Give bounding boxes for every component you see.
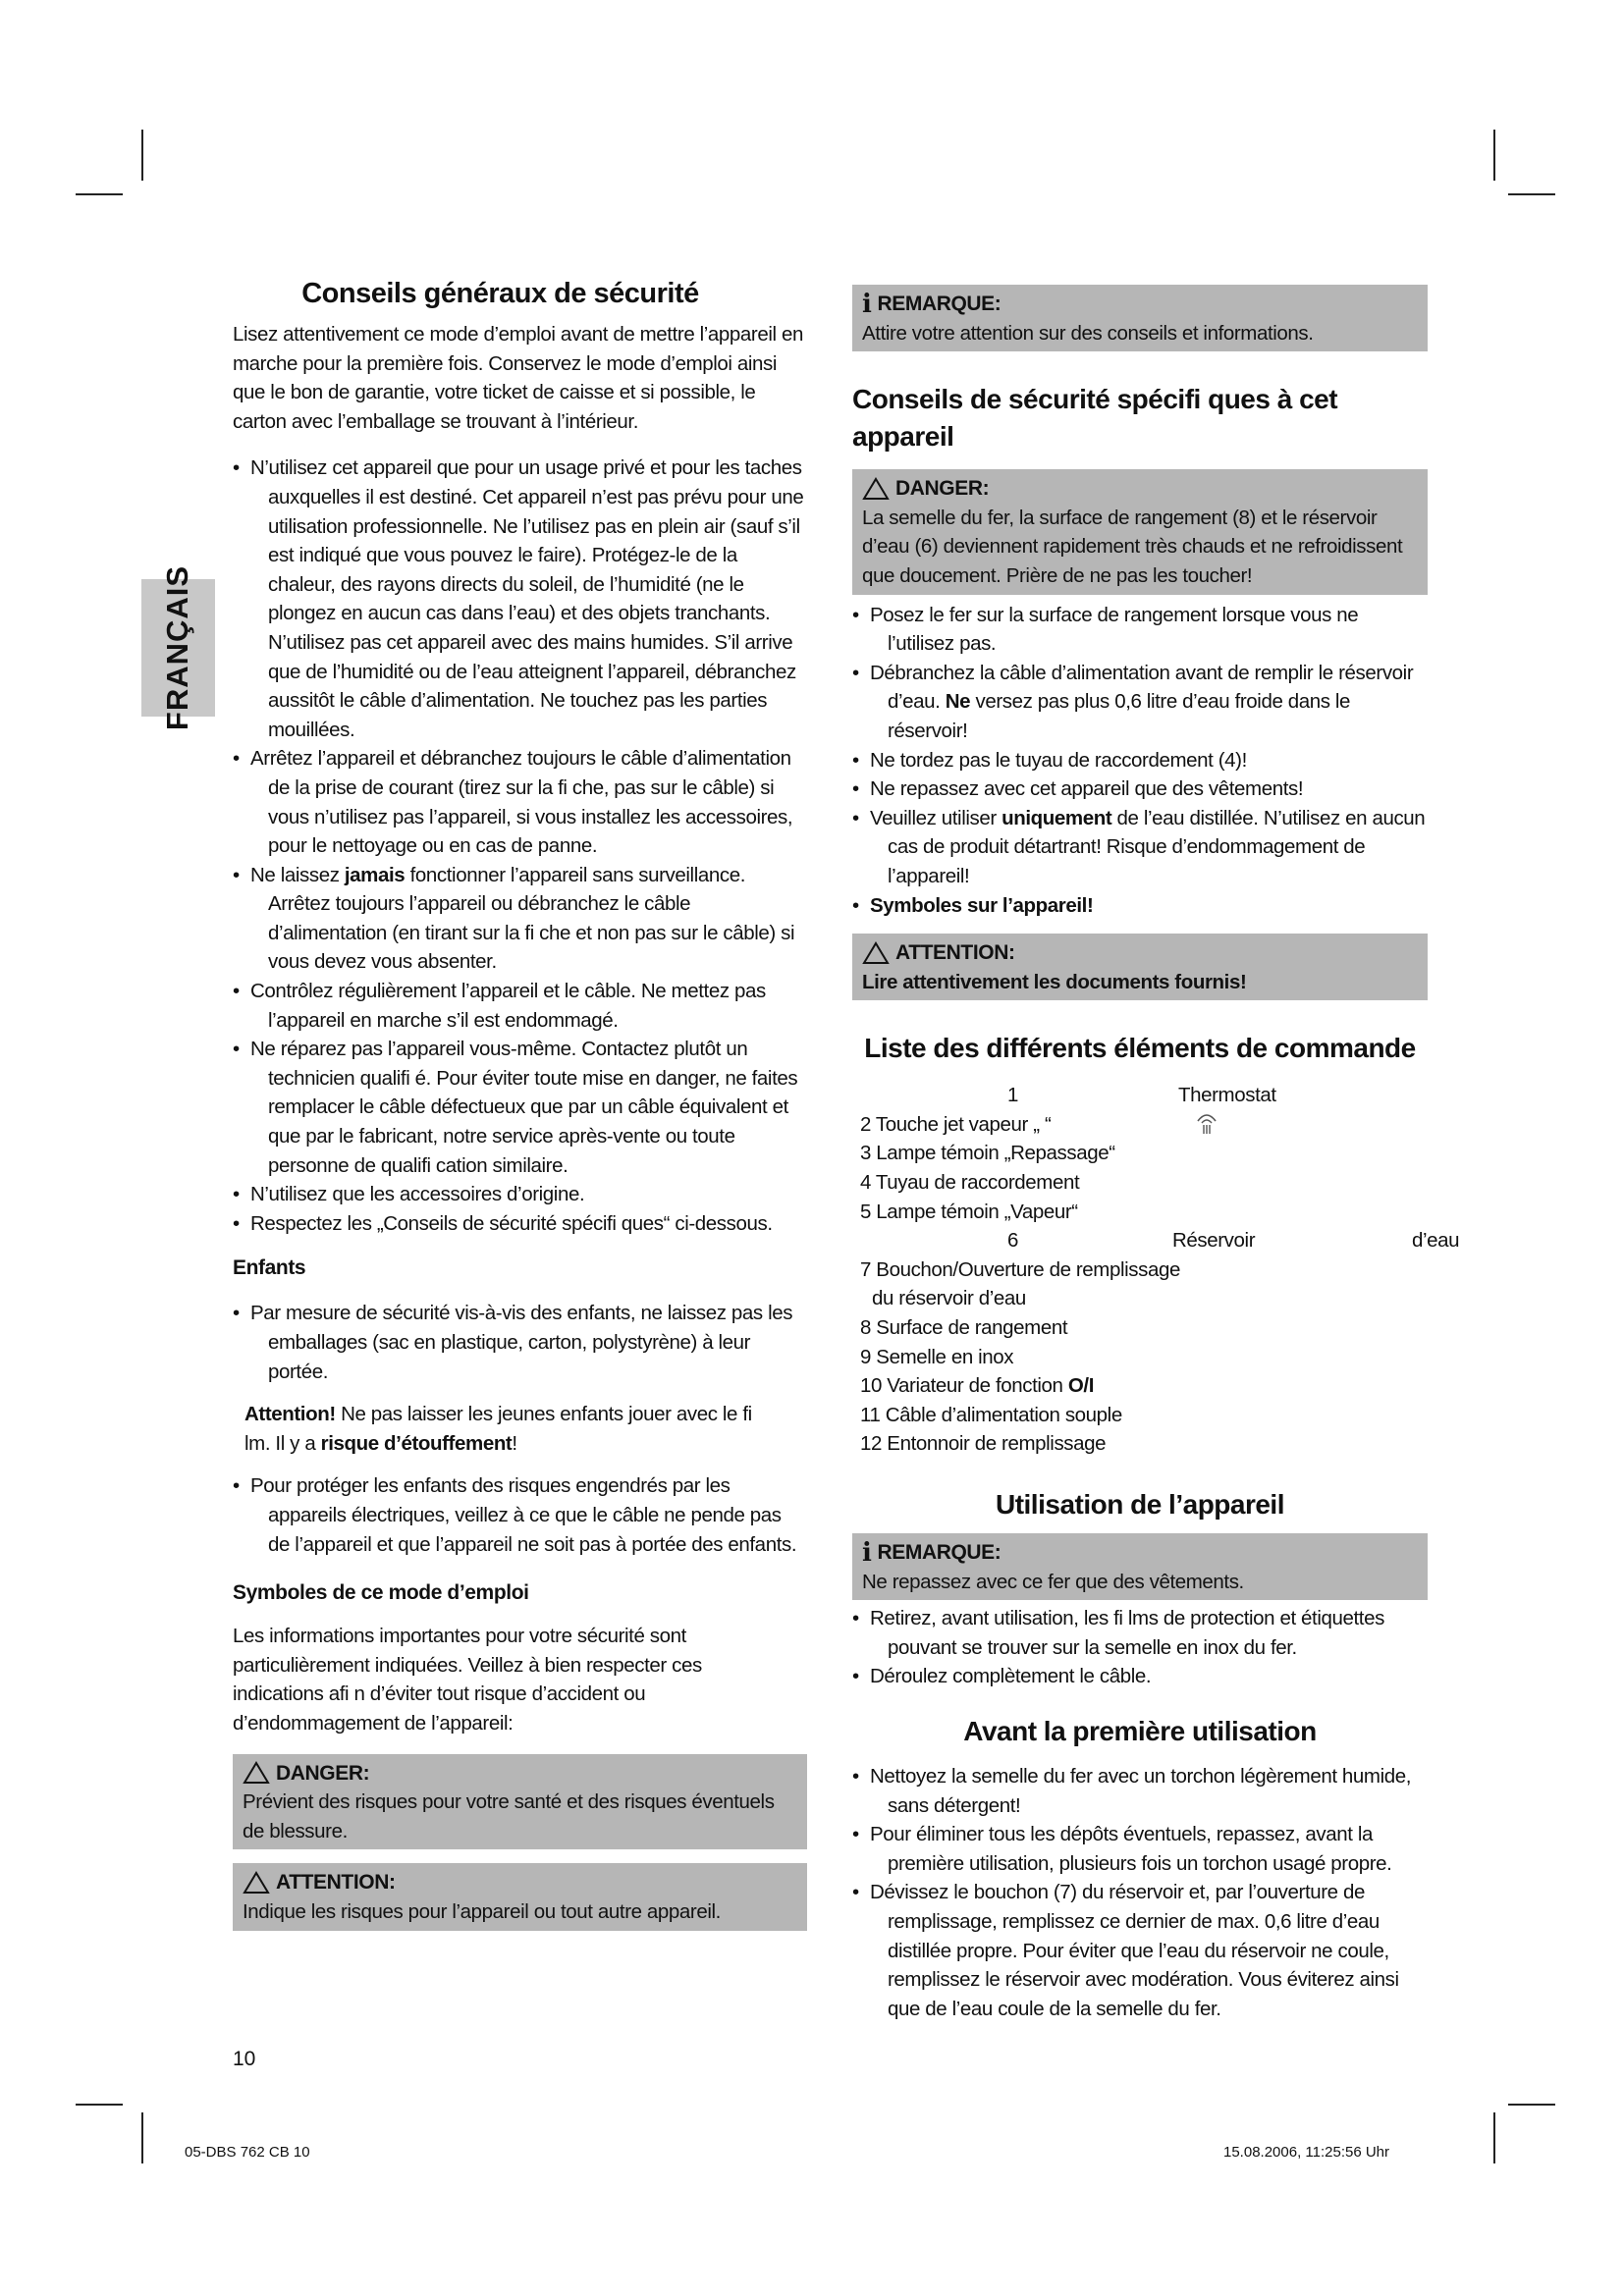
list-item: 11 Câble d’alimentation souple	[860, 1403, 1122, 1426]
list-item: 1 Thermostat	[1007, 1084, 1276, 1107]
right-column	[852, 285, 1460, 2023]
list-item: • Débranchez la câble d’alimentation avant de remplir le réservoir d’eau. Ne versez pas plus 0,6 litre d’eau froide dans le réservoir!	[852, 661, 1414, 742]
list-item: • Ne repassez avec cet appareil que des vêtements!	[852, 777, 1304, 801]
page-number: 10	[233, 2048, 256, 2070]
list-item: • Veuillez utiliser uniquement de l’eau distillée. N’utilisez en aucun cas de produit détartrant! Risque d’endommagement de l’appareil!	[852, 806, 1426, 887]
footer-right: 15.08.2006, 11:25:56 Uhr	[1223, 2144, 1390, 2161]
crop-mark	[76, 193, 123, 195]
intro-paragraph: Lisez attentivement ce mode d’emploi avant de mettre l’appareil en marche pour la première fois. Conservez le mode d’emploi ainsi que le bon de garantie, votre ticket de caisse et si possible, le carton avec l’emballage se trouvant à l’intérieur.	[233, 323, 803, 433]
list-item: 3 Lampe témoin „Repassage“	[860, 1142, 1115, 1165]
crop-mark	[76, 2104, 123, 2106]
list-item: • Déroulez complètement le câble.	[852, 1665, 1152, 1688]
symbols-paragraph: Les informations importantes pour votre sécurité sont particulièrement indiquées. Veillez à bien respecter ces indications afi n d’éviter tout risque d’accident ou d’endommagement de l’appareil:	[233, 1625, 702, 1735]
first-use-title: Avant la première utilisation	[963, 1715, 1317, 1746]
note-box-text: Ne repassez avec ce fer que des vêtements.	[862, 1570, 1244, 1593]
attention-box	[852, 934, 1428, 1000]
usage-list	[852, 1604, 1428, 1691]
list-item: • Contrôlez régulièrement l’appareil et le câble. Ne mettez pas l’appareil en marche s’il est endommagé.	[233, 980, 766, 1032]
crop-mark	[1493, 130, 1495, 181]
list-item: 5 Lampe témoin „Vapeur“	[860, 1200, 1078, 1223]
list-item: • Ne réparez pas l’appareil vous-même. Contactez plutôt un technicien qualifi é. Pour éviter toute mise en danger, ne faites remplacer le câble défectueux que par un câble équivalent et que par le fabricant, notre service après-vente ou toute personne de qualifi cation similaire.	[233, 1038, 798, 1177]
attention-box-title: ATTENTION:	[243, 1868, 797, 1897]
list-item: • Pour éliminer tous les dépôts éventuels, repassez, avant la première utilisation, plusieurs fois un torchon usagé propre.	[852, 1823, 1392, 1875]
controls-list	[852, 1081, 1460, 1459]
first-use-list	[852, 1762, 1428, 2023]
crop-mark	[1493, 2112, 1495, 2163]
note-box-title: i REMARQUE:	[862, 289, 1001, 319]
list-item: • N’utilisez cet appareil que pour un usage privé et pour les taches auxquelles il est destiné. Cet appareil n’est pas prévu pour une utilisation professionnelle. Ne l’utilisez pas en plein air (sauf s’il est indiqué que vous pouvez le faire). Protégez-le de la chaleur, des rayons directs du soleil, de l’humidité (ne le plongez en aucun cas dans l’eau) et des objets tranchants. N’utilisez pas cet appareil avec des mains humides. S’il arrive que de l’humidité ou de l’eau atteignent l’appareil, débranchez aussitôt le câble d’alimentation. Ne touchez pas les parties mouillées.	[233, 456, 804, 741]
steam-icon	[1194, 1111, 1219, 1137]
crop-mark	[1508, 193, 1555, 195]
list-item: • Posez le fer sur la surface de rangement lorsque vous ne l’utilisez pas.	[852, 603, 1359, 656]
left-column	[233, 275, 807, 1931]
crop-mark	[141, 130, 143, 181]
list-item: • Ne tordez pas le tuyau de raccordement (4)!	[852, 748, 1247, 772]
general-safety-title: Conseils généraux de sécurité	[301, 278, 699, 309]
attention-box-title: ATTENTION:	[862, 938, 1418, 968]
list-item: • Arrêtez l’appareil et débranchez toujours le câble d’alimentation de la prise de courant (tirez sur la fi che, pas sur le câble) si vous n’utilisez pas l’appareil, si vous installez les accessoires, pour le nettoyage ou en cas de panne.	[233, 747, 793, 858]
danger-box	[852, 469, 1428, 594]
note-box	[852, 1533, 1428, 1600]
note-box	[852, 285, 1428, 351]
children-list-2	[233, 1471, 807, 1559]
list-item: • Nettoyez la semelle du fer avec un torchon légèrement humide, sans détergent!	[852, 1764, 1412, 1817]
language-tab	[141, 564, 215, 731]
specific-safety-title: Conseils de sécurité spécifi ques à cet appareil	[852, 384, 1338, 453]
danger-box-title: DANGER:	[243, 1759, 797, 1789]
warning-triangle-icon	[862, 941, 890, 965]
suffocation-warning: Attention! Ne pas laisser les jeunes enfants jouer avec le fi lm. Il y a risque d’étouffement!	[244, 1403, 752, 1455]
list-item: 10 Variateur de fonction O/I	[860, 1374, 1094, 1398]
list-item: 7 Bouchon/Ouverture de remplissage	[860, 1257, 1180, 1281]
info-icon: i	[862, 289, 872, 319]
symbols-heading: Symboles de ce mode d’emploi	[233, 1581, 529, 1605]
list-item: • N’utilisez que les accessoires d’origine.	[233, 1183, 585, 1206]
specific-safety-list	[852, 601, 1428, 921]
list-item: 6 Réservoir d’eau	[1007, 1229, 1460, 1253]
info-icon: i	[862, 1537, 872, 1568]
list-item: • Respectez les „Conseils de sécurité spécifi ques“ ci-dessous.	[233, 1211, 773, 1235]
list-item: • Retirez, avant utilisation, les fi lms de protection et étiquettes pouvant se trouver sur la semelle en inox du fer.	[852, 1607, 1384, 1659]
list-item: 2 Touche jet vapeur „ “	[860, 1110, 1428, 1140]
list-item: • Ne laissez jamais fonctionner l’appareil sans surveillance. Arrêtez toujours l’appareil ou débranchez le câble d’alimentation (en tirant sur la fi che et non pas sur le câble) si vous devez vous absenter.	[233, 863, 795, 974]
crop-mark	[141, 2112, 143, 2163]
note-box-title: i REMARQUE:	[862, 1537, 1001, 1568]
usage-title: Utilisation de l’appareil	[995, 1489, 1284, 1520]
language-tab-label: FRANÇAIS	[160, 564, 195, 731]
controls-title: Liste des différents éléments de commande	[864, 1033, 1416, 1064]
list-item: • Symboles sur l’appareil!	[852, 893, 1094, 917]
list-item: • Pour protéger les enfants des risques engendrés par les appareils électriques, veillez à ce que le câble ne pende pas de l’appareil et que l’appareil ne soit pas à portée des enfants.	[233, 1474, 797, 1556]
danger-box-title: DANGER:	[862, 474, 1418, 504]
footer-left: 05-DBS 762 CB 10	[185, 2144, 310, 2161]
attention-box-text: Indique les risques pour l’appareil ou tout autre appareil.	[243, 1899, 721, 1923]
warning-triangle-icon	[243, 1871, 270, 1895]
list-item: du réservoir d’eau	[872, 1287, 1026, 1310]
general-safety-list	[233, 454, 807, 1238]
children-list	[233, 1299, 807, 1386]
attention-box	[233, 1863, 807, 1930]
children-heading: Enfants	[233, 1256, 306, 1280]
danger-box-text: Prévient des risques pour votre santé et des risques éventuels de blessure.	[243, 1790, 775, 1842]
list-item: 4 Tuyau de raccordement	[860, 1171, 1080, 1195]
crop-mark	[1508, 2104, 1555, 2106]
list-item: 8 Surface de rangement	[860, 1316, 1068, 1340]
note-box-text: Attire votre attention sur des conseils et informations.	[862, 321, 1314, 345]
list-item: 9 Semelle en inox	[860, 1345, 1014, 1368]
warning-triangle-icon	[862, 477, 890, 501]
list-item: • Dévissez le bouchon (7) du réservoir et, par l’ouverture de remplissage, remplissez ce dernier de max. 0,6 litre d’eau distillée propre. Pour éviter que l’eau du réservoir ne coule, remplissez le réservoir avec modération. Vous éviterez ainsi que de l’eau coule de la semelle du fer.	[852, 1881, 1399, 2020]
list-item: 12 Entonnoir de remplissage	[860, 1432, 1107, 1456]
danger-box-text: La semelle du fer, la surface de rangement (8) et le réservoir d’eau (6) deviennent rapidement très chauds et ne refroidissent que doucement. Prière de ne pas les toucher!	[862, 506, 1403, 587]
list-item: • Par mesure de sécurité vis-à-vis des enfants, ne laissez pas les emballages (sac en plastique, carton, polystyrène) à leur portée.	[233, 1302, 793, 1383]
attention-box-text: Lire attentivement les documents fournis!	[862, 970, 1247, 993]
danger-box	[233, 1754, 807, 1850]
warning-triangle-icon	[243, 1761, 270, 1785]
